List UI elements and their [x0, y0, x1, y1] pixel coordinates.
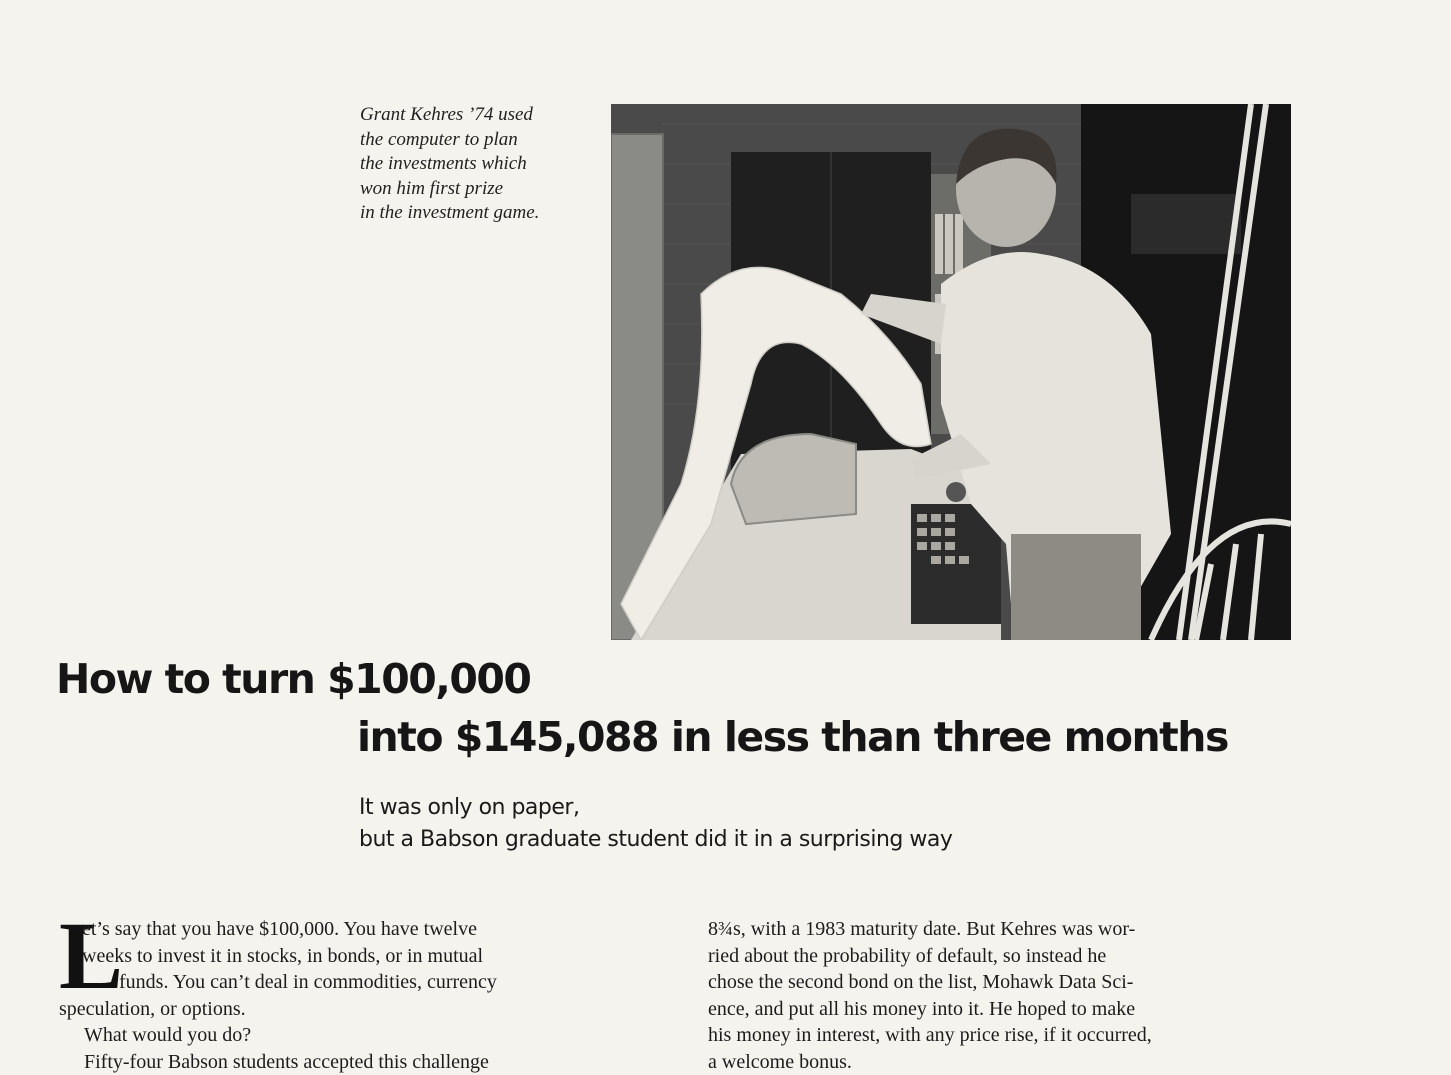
body-line: chose the second bond on the list, Mohawk Data Sci- — [708, 969, 1288, 996]
subheadline — [359, 792, 952, 856]
caption-line: the investments which — [360, 152, 600, 177]
photo-illustration — [611, 104, 1291, 640]
body-line: ence, and put all his money into it. He hoped to make — [708, 996, 1288, 1023]
body-line: funds. You can’t deal in commodities, currency — [59, 969, 619, 996]
caption-line: Grant Kehres ’74 used — [360, 103, 600, 128]
subhead-line: It was only on paper, — [359, 792, 952, 824]
body-line: ried about the probability of default, so instead he — [708, 943, 1288, 970]
body-line: et’s say that you have $100,000. You have twelve — [59, 916, 619, 943]
headline-line-1: How to turn $100,000 — [56, 655, 530, 703]
headline-line-2: into $145,088 in less than three months — [357, 713, 1228, 761]
article-photo — [611, 104, 1291, 640]
caption-line: the computer to plan — [360, 128, 600, 153]
body-column-right — [708, 916, 1288, 1075]
body-line: 8¾s, with a 1983 maturity date. But Kehres was wor- — [708, 916, 1288, 943]
body-line: weeks to invest it in stocks, in bonds, or in mutual — [59, 943, 619, 970]
body-column-left — [59, 916, 619, 1075]
drop-cap: L — [59, 917, 99, 995]
photo-caption — [360, 103, 600, 226]
body-line: a welcome bonus. — [708, 1049, 1288, 1075]
body-line: his money in interest, with any price rise, if it occurred, — [708, 1022, 1288, 1049]
body-line: What would you do? — [59, 1022, 619, 1049]
subhead-line: but a Babson graduate student did it in a surprising way — [359, 824, 952, 856]
body-line: speculation, or options. — [59, 996, 619, 1023]
caption-line: won him first prize — [360, 177, 600, 202]
caption-line: in the investment game. — [360, 201, 600, 226]
body-line: Fifty-four Babson students accepted this challenge — [59, 1049, 619, 1075]
